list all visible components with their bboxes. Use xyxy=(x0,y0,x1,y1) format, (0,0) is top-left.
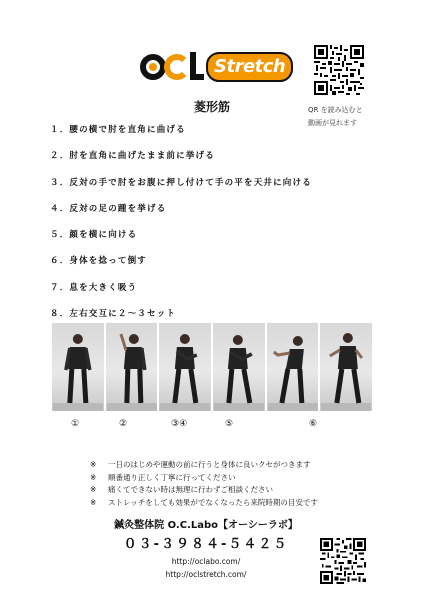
instruction-step: ４．反対の足の踵を挙げる xyxy=(50,203,167,214)
person-figure-icon xyxy=(106,323,158,411)
note-item xyxy=(90,497,390,510)
note-text: 順番通り正しく丁寧に行ってください xyxy=(108,472,236,482)
stretch-photo xyxy=(159,323,211,411)
instruction-step: １．腰の横で肘を直角に曲げる xyxy=(50,125,186,135)
instruction-step: ８．左右交互に２～３セット xyxy=(50,309,177,320)
qr-caption-line: 動画が見れます xyxy=(308,119,357,127)
clinic-info xyxy=(96,519,316,581)
clinic-url-link[interactable]: http://oclstretch.com/ xyxy=(165,570,247,579)
page-title: 菱形筋 xyxy=(193,100,230,114)
logo-letter-c xyxy=(164,54,190,80)
stretch-photo xyxy=(52,323,104,411)
note-text: ストレッチをしても効果がでなくなったら来院時期の目安です xyxy=(108,498,318,508)
logo-letter-o xyxy=(140,54,166,80)
note-text: 痛くてできない時は無理に行わずご相談ください xyxy=(108,485,273,495)
clinic-phone[interactable]: ０３-３９８４-５４２５ xyxy=(123,537,289,552)
photo-label: ⑤ xyxy=(225,419,234,429)
stretch-photo xyxy=(106,323,158,411)
photo-label: ② xyxy=(119,419,128,429)
instruction-step: ７．息を大きく吸う xyxy=(50,282,138,293)
clinic-qr-code[interactable] xyxy=(320,538,366,584)
note-mark: ※ xyxy=(90,460,97,469)
note-text: 一日のはじめや運動の前に行うと身体に良いクセがつきます xyxy=(108,460,311,469)
note-item xyxy=(90,484,390,497)
stretch-photo xyxy=(213,323,265,411)
person-figure-icon xyxy=(267,323,319,411)
qr-caption-line: QR を読み込むと xyxy=(308,106,363,114)
photo-label: ⑥ xyxy=(309,419,318,429)
logo-wordmark: Stretch xyxy=(206,52,293,82)
stretch-photo xyxy=(267,323,319,411)
qr-code-icon xyxy=(314,45,364,95)
photo-labels xyxy=(0,419,424,433)
note-item xyxy=(90,472,390,485)
note-item xyxy=(90,459,390,472)
clinic-url-link[interactable]: http://oclabo.com/ xyxy=(171,557,241,566)
person-figure-icon xyxy=(213,323,265,411)
instruction-step: ２．肘を直角に曲げたまま前に挙げる xyxy=(50,151,215,162)
stretch-photo-strip xyxy=(52,323,372,411)
photo-label: ③④ xyxy=(171,419,188,429)
person-figure-icon xyxy=(159,323,211,411)
stretch-photo xyxy=(320,323,372,411)
video-qr-code[interactable] xyxy=(314,45,364,95)
clinic-name: 鍼灸整体院 O.C.Labo【オーシーラボ】 xyxy=(114,520,298,531)
person-figure-icon xyxy=(52,323,104,411)
photo-label: ① xyxy=(71,419,80,429)
instruction-step: ３．反対の手で肘をお腹に押し付けて手の平を天井に向ける xyxy=(50,177,312,188)
qr-code-icon xyxy=(320,538,366,584)
instruction-step: ５．顔を横に向ける xyxy=(50,230,138,241)
instruction-list xyxy=(50,124,370,334)
note-mark: ※ xyxy=(90,485,97,495)
note-mark: ※ xyxy=(90,498,97,508)
person-figure-icon xyxy=(320,323,372,411)
instruction-step: ６．身体を捻って倒す xyxy=(50,256,148,267)
logo-letter-l xyxy=(190,52,204,80)
ocl-stretch-logo xyxy=(140,50,286,84)
notes-list xyxy=(90,459,390,510)
note-mark: ※ xyxy=(90,472,97,482)
